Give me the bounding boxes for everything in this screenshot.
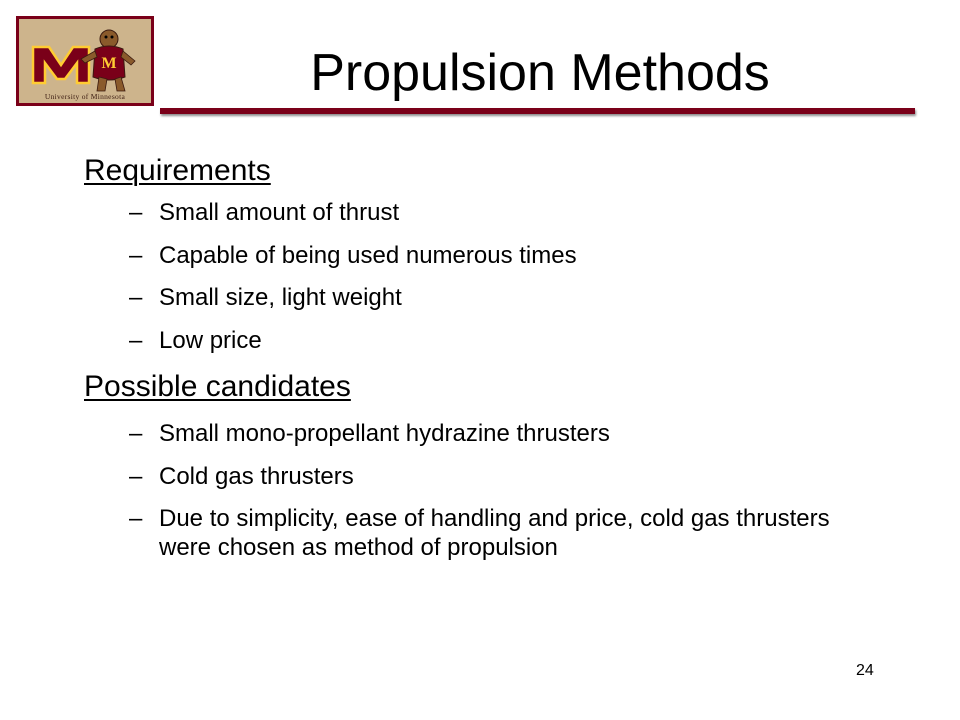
list-item (129, 326, 889, 355)
logo-caption: University of Minnesota (44, 92, 126, 101)
bullet-text: Small mono-propellant hydrazine thrusters (159, 420, 610, 447)
bullet-text: Due to simplicity, ease of handling and price, cold gas thrusters were chosen as method of propulsion (159, 505, 830, 561)
list-item (129, 462, 849, 491)
candidates-list (129, 419, 849, 562)
university-logo (16, 16, 154, 106)
list-item (129, 419, 849, 448)
bullet-dash: – (129, 241, 143, 269)
list-item (129, 241, 889, 270)
list-item (129, 198, 889, 227)
slide-title: Propulsion Methods (310, 44, 770, 102)
bullet-text: Small amount of thrust (159, 199, 400, 226)
bullet-dash: – (129, 284, 143, 311)
bullet-dash: – (129, 505, 143, 532)
bullet-text: Capable of being used numerous times (159, 241, 577, 269)
bullet-dash: – (129, 199, 143, 226)
list-item (129, 283, 889, 312)
requirements-list (129, 198, 889, 368)
title-underline-rule (160, 108, 915, 114)
bullet-dash: – (129, 462, 143, 490)
bullet-dash: – (129, 326, 143, 354)
section-heading-candidates: Possible candidates (84, 370, 351, 403)
page-number: 24 (856, 662, 874, 679)
gopher-m-logo-icon (19, 19, 151, 103)
bullet-dash: – (129, 420, 143, 447)
svg-text:M: M (101, 55, 117, 72)
bullet-text: Small size, light weight (159, 284, 402, 311)
section-heading-requirements: Requirements (84, 154, 271, 187)
list-item (129, 504, 849, 562)
bullet-text: Cold gas thrusters (159, 462, 354, 490)
bullet-text: Low price (159, 326, 262, 354)
